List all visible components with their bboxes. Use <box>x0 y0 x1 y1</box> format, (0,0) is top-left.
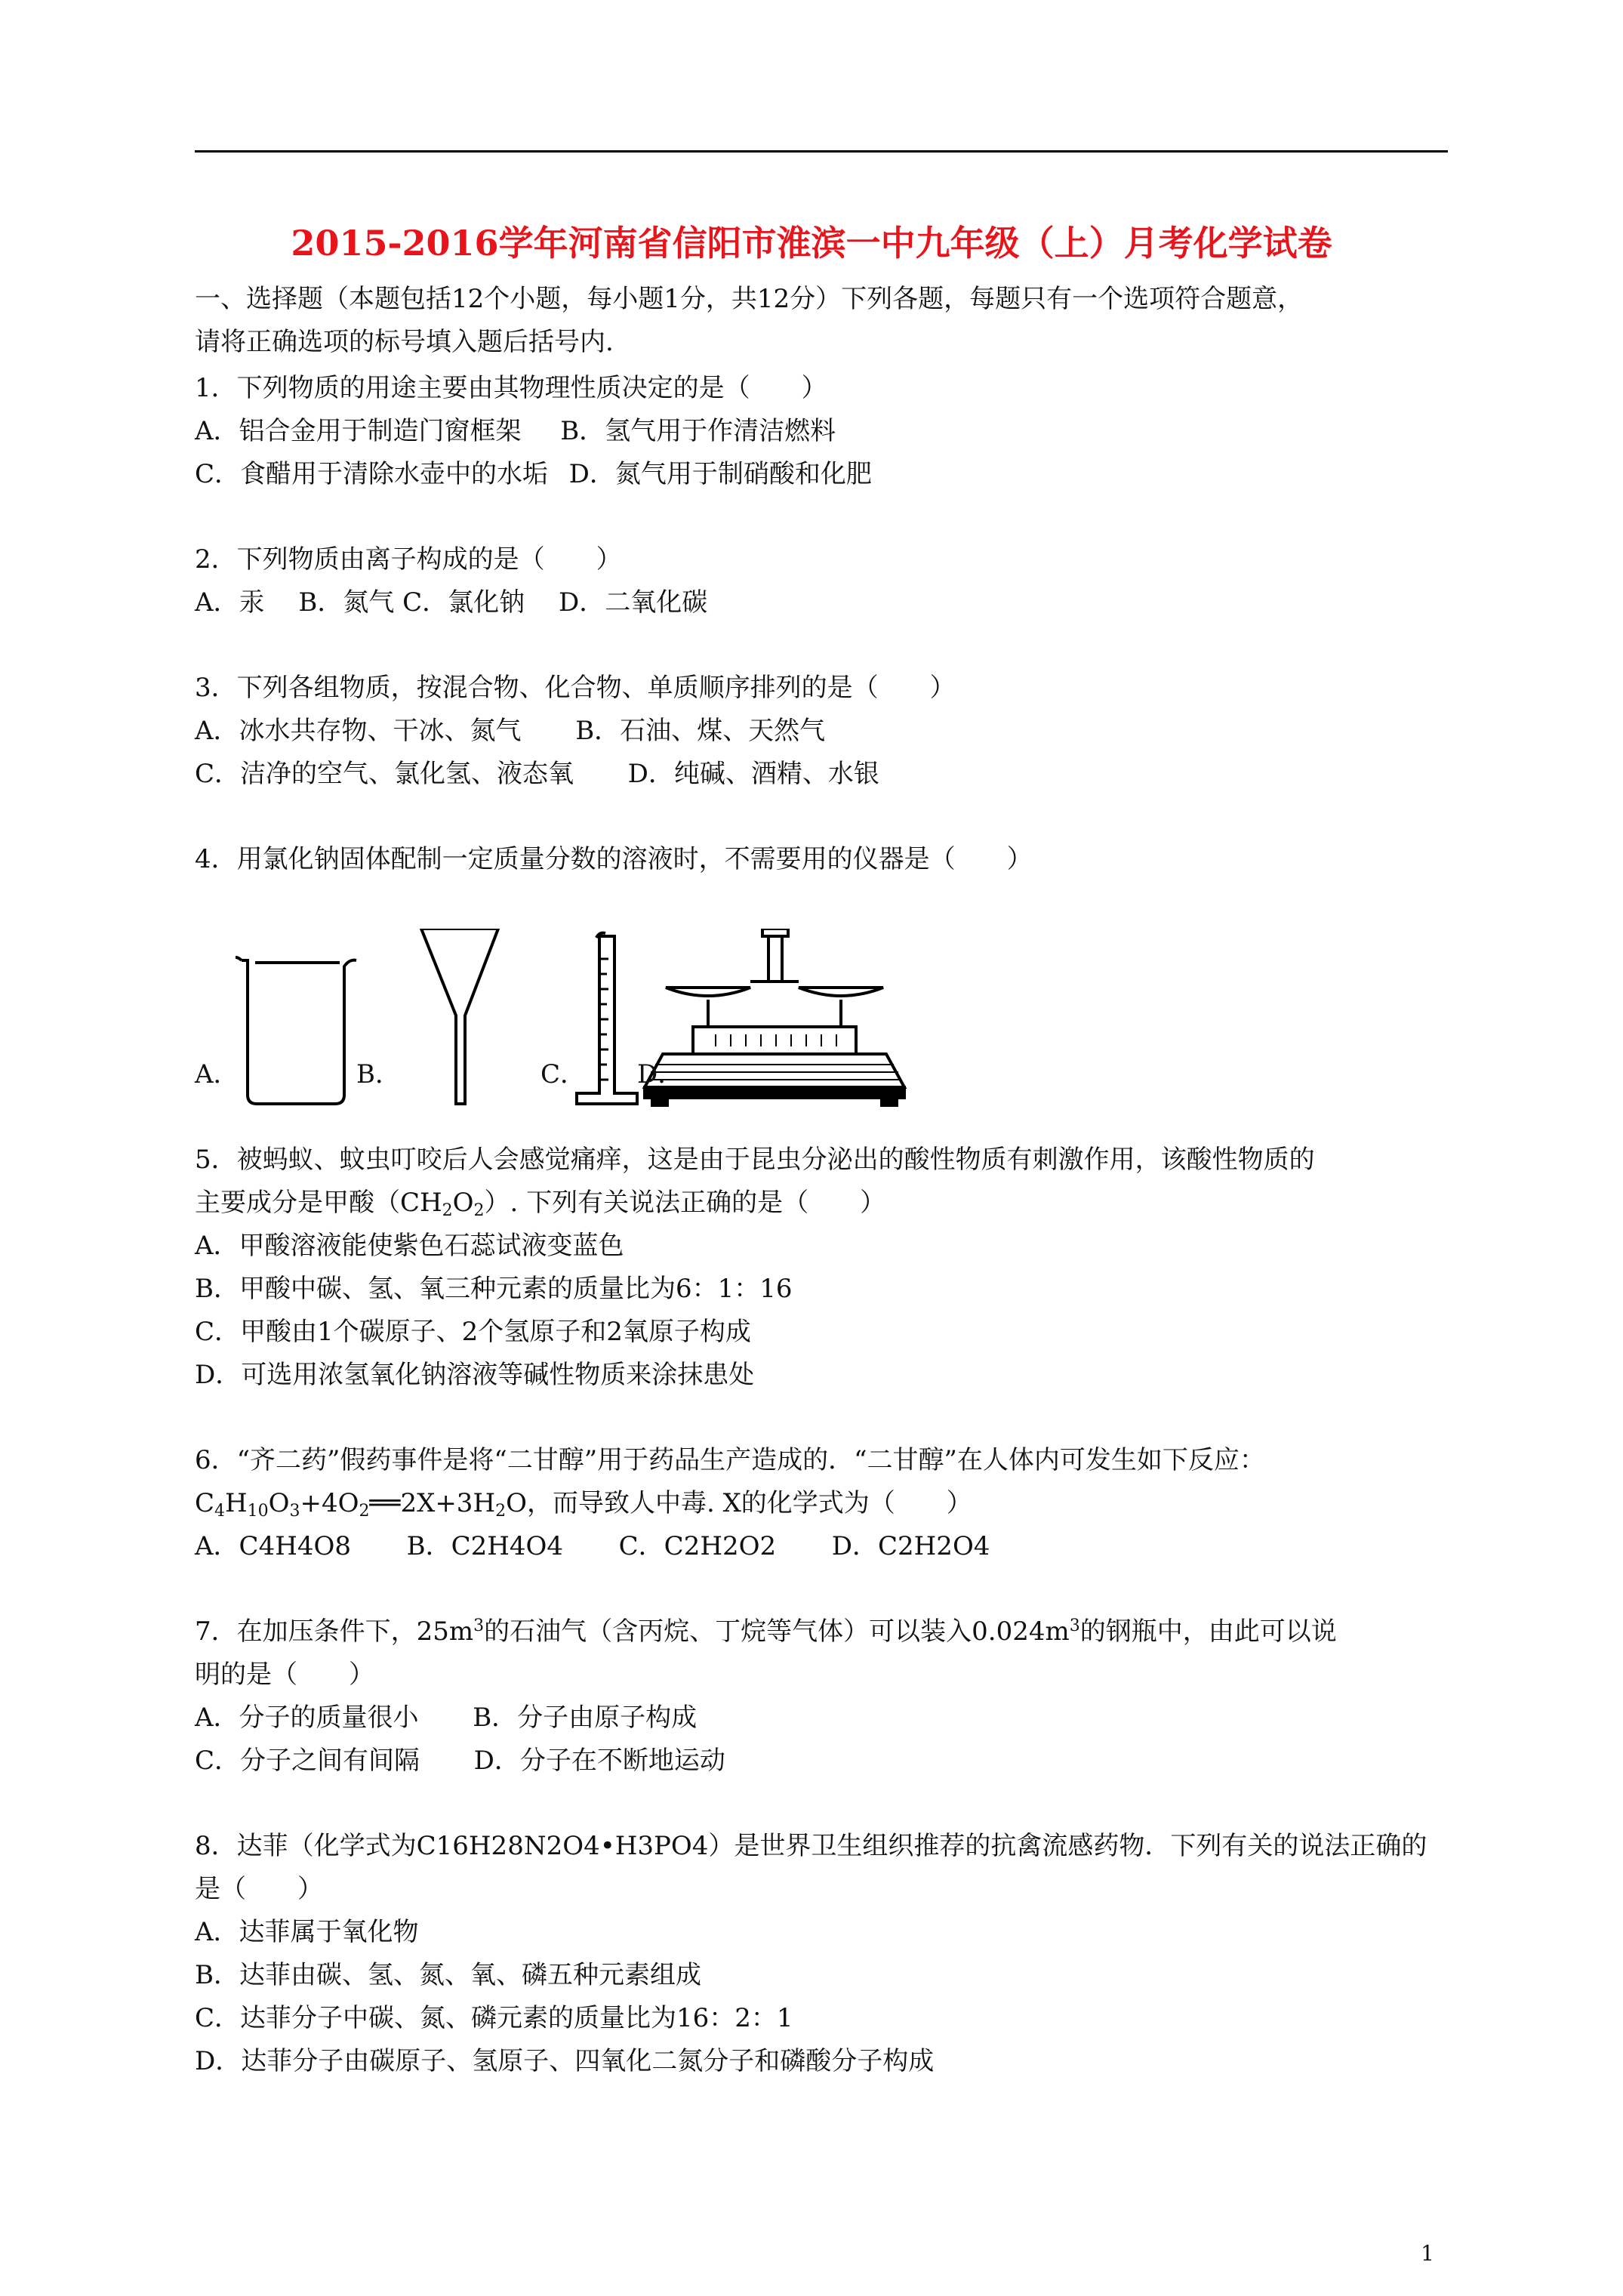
question-4-stem: 4．用氯化钠固体配制一定质量分数的溶液时，不需要用的仪器是（ ） <box>195 844 1033 874</box>
question-7-stem-line-2: 明的是（ ） <box>195 1660 374 1690</box>
question-3-options-row-1 <box>195 713 825 748</box>
question-1-option-d: D．氮气用于制硝酸和化肥 <box>568 459 872 489</box>
question-6-options <box>195 1529 990 1564</box>
header-rule <box>195 150 1448 153</box>
question-3-option-a: A．冰水共存物、干冰、氮气 <box>195 716 522 746</box>
question-7-option-a: A．分子的质量很小 <box>195 1703 419 1733</box>
question-6-option-b: B．C2H4O4 <box>406 1531 564 1561</box>
question-3-options-row-2 <box>195 757 879 791</box>
question-7-option-c: C．分子之间有间隔 <box>195 1746 420 1776</box>
question-6-equation-line: $C_4H_{10}O_3+4O_2══2X+3H_2O$，而导致人中毒. X的化学式为（ ） <box>195 1488 972 1521</box>
question-3-option-c: C．洁净的空气、氯化氢、液态氧 <box>195 759 574 789</box>
question-2-stem: 2．下列物质由离子构成的是（ ） <box>195 544 622 575</box>
question-4-option-b-label: B． <box>356 1059 401 1089</box>
question-1-option-a: A．铝合金用于制造门窗框架 <box>195 416 522 446</box>
question-5-option-a: A．甲酸溶液能使紫色石蕊试液变蓝色 <box>195 1231 624 1261</box>
question-8-option-d: D．达菲分子由碳原子、氢原子、四氧化二氮分子和磷酸分子构成 <box>195 2046 935 2076</box>
question-1-stem: 1．下列物质的用途主要由其物理性质决定的是（ ） <box>195 373 827 403</box>
question-7-option-d: D．分子在不断地运动 <box>473 1746 725 1776</box>
page-number: 1 <box>1421 2241 1434 2266</box>
question-1-options-row-1 <box>195 414 836 448</box>
funnel-icon <box>421 929 498 1104</box>
question-4-option-c-label: C． <box>540 1059 587 1089</box>
question-4-option-d-label: D． <box>637 1059 684 1089</box>
balance-scale-icon <box>645 929 904 1105</box>
question-3-option-b: B．石油、煤、天然气 <box>575 716 826 746</box>
question-5-stem-line-1: 5．被蚂蚁、蚊虫叮咬后人会感觉痛痒，这是由于昆虫分泌出的酸性物质有刺激作用，该酸性物质的 <box>195 1145 1315 1175</box>
question-5-option-d: D．可选用浓氢氧化钠溶液等碱性物质来涂抹患处 <box>195 1360 755 1390</box>
exam-title: 2015-2016学年河南省信阳市淮滨一中九年级（上）月考化学试卷 <box>291 223 1332 264</box>
question-5-option-b: B．甲酸中碳、氢、氧三种元素的质量比为6：1：16 <box>195 1274 793 1304</box>
question-6-stem-line-1: 6．“齐二药”假药事件是将“二甘醇”用于药品生产造成的．“二甘醇”在人体内可发生如下反应： <box>195 1445 1265 1475</box>
question-6-option-c: C．C2H2O2 <box>618 1531 777 1561</box>
question-7-options-row-2 <box>195 1743 725 1778</box>
beaker-icon <box>236 957 356 1104</box>
question-8-stem-line-1: 8．达菲（化学式为C16H28N2O4•H3PO4）是世界卫生组织推荐的抗禽流感药物．下列有关的说法正确的 <box>195 1831 1427 1861</box>
question-8-option-b: B．达菲由碳、氢、氮、氧、磷五种元素组成 <box>195 1960 701 1990</box>
question-7-stem-line-1: 7．在加压条件下，$25m^3$的石油气（含丙烷、丁烷等气体）可以装入$0.024m^3$的钢瓶中，由此可以说 <box>195 1616 1337 1647</box>
question-1-option-c: C．食醋用于清除水壶中的水垢 <box>195 459 549 489</box>
question-4-option-a-label: A． <box>195 1059 239 1089</box>
section-1-intro-line-2: 请将正确选项的标号填入题后括号内. <box>195 327 614 357</box>
question-6-option-d: D．C2H2O4 <box>831 1531 990 1561</box>
question-5-option-c: C．甲酸由1个碳原子、2个氢原子和2氧原子构成 <box>195 1317 751 1347</box>
question-5-stem-line-2: 主要成分是甲酸$(CH_2O_2)$. 下列有关说法正确的是（ ） <box>195 1188 886 1220</box>
question-8-stem-line-2: 是（ ） <box>195 1874 323 1904</box>
question-3-option-d: D．纯碱、酒精、水银 <box>627 759 879 789</box>
question-8-option-c: C．达菲分子中碳、氮、磷元素的质量比为16：2：1 <box>195 2003 793 2033</box>
question-3-stem: 3．下列各组物质，按混合物、化合物、单质顺序排列的是（ ） <box>195 673 956 703</box>
question-7-options-row-1 <box>195 1700 697 1735</box>
question-8-option-a: A．达菲属于氧化物 <box>195 1917 419 1947</box>
section-1-intro-line-1: 一、选择题（本题包括12个小题，每小题1分，共12分）下列各题，每题只有一个选项符合题意， <box>195 284 1304 314</box>
question-1-option-b: B．氢气用于作清洁燃料 <box>560 416 836 446</box>
question-7-option-b: B．分子由原子构成 <box>473 1703 698 1733</box>
question-6-option-a: A．C4H4O8 <box>195 1531 351 1561</box>
question-2-options: A．汞 B．氮气 C．氯化钠 D．二氧化碳 <box>195 587 708 618</box>
question-1-options-row-2 <box>195 457 872 492</box>
